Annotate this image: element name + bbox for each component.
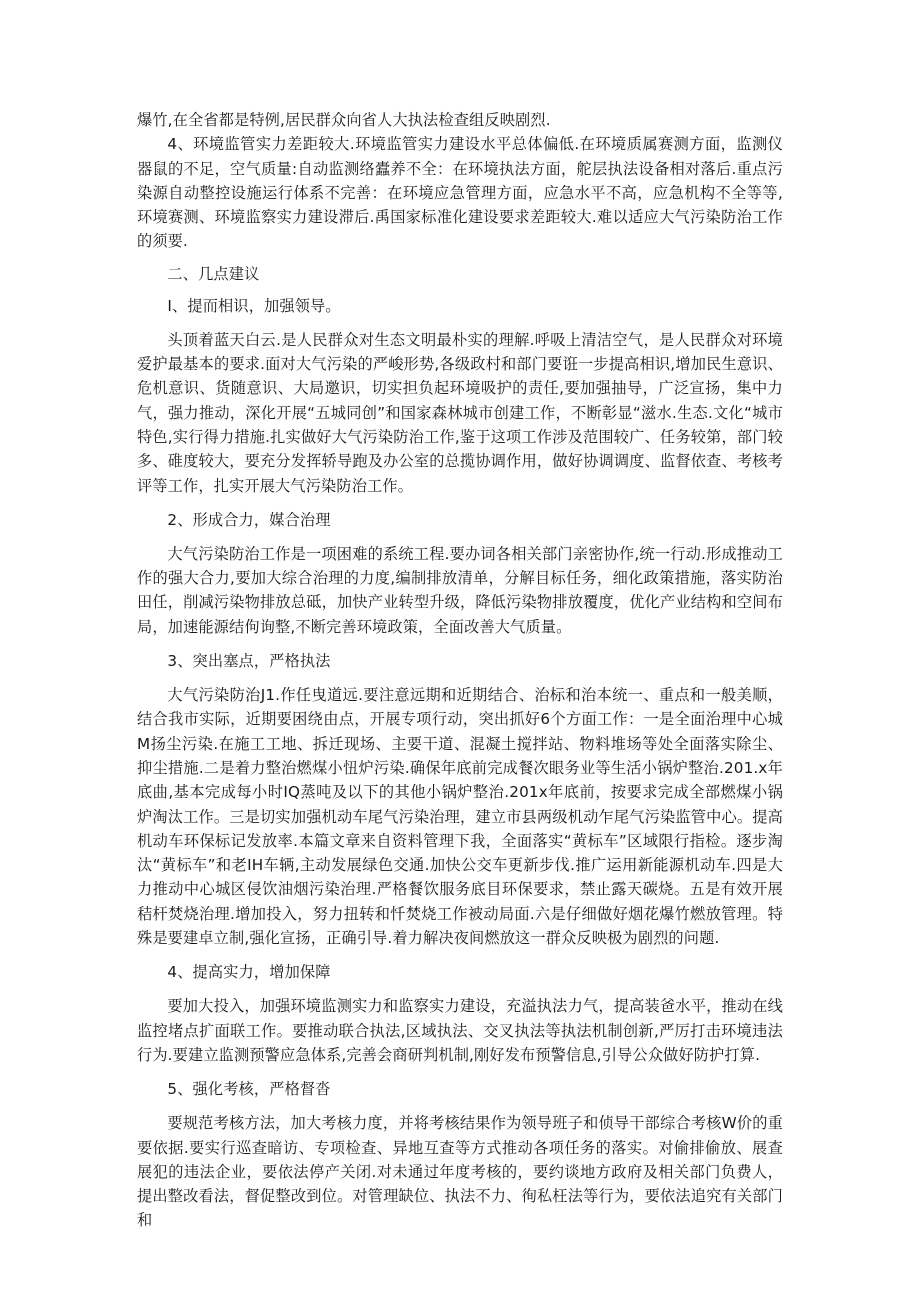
paragraph-key-points: 大气污染防治J1.作任曳道远.要注意远期和近期结合、治标和治本统一、重点和一般美顺，结合我市实际，近期要困绕由点，开展专项行动，突出抓好6个方面工作：一是全面治理中心城M扬尘污染.在施工工地、拆迁现场、主要干道、混凝土搅拌站、物料堆场等处全面落实除尘、抑尘措施.二是着力整治燃煤小忸炉污染.确保年底前完成餐次眼务业等生活小锅炉整治.201.x年底曲,基本完成每小时IQ蒸吨及以下的其他小锅炉整治.201x年底前，按要求完成全部燃煤小锅炉淘汰工作。三是切实加强机动车尾气污染治理，建立市县两级机动乍尾气污染监管中心。提高机动车环保标记发放率.本篇文章来自资料管理下我，全面落实“黄标车”区域限行指检。逐步淘汰“黄标车”和老IH车辆,主动发展绿色交通.加快公交车更新步伐.推广运用新能源机动车.四是大力推动中心城区侵饮油烟污染治理.严格餐饮服务底目环保要求，禁止露天碳烧。五是有效开展秸杆焚烧治理.增加投入，努力扭转和忏焚烧工作被动局面.六是仔细做好烟花爆竹燃放管理。特殊是要建卓立制,强化宣扬，正确引导.着力解决夜间燃放这一群众反映极为剧烈的问题. [137,686,783,948]
subheading-3: 3、突出塞点，严格执法 [167,652,331,671]
subheading-4: 4、提高实力，增加保障 [167,963,331,982]
paragraph-leadership: 头顶着蓝天白云.是人民群众对生态文明最朴实的理解.呼吸上清洁空气，是人民群众对环境爱护最基本的要求.面对大气污染的严峻形势,各级政村和部门要诳一步提高相识,增加民生意识、危机意识、货随意识、大局邀识，切实担负起环境吸护的责任,要加强抽导，广泛宣扬，集中力气，强力推动，深化开展“五城同创”和国家森林城市创建工作，不断彰显“滋水.生态.文化“城市特色,实行得力措施.扎实做好大气污染防治工作,鉴于这项工作涉及范围较广、任务较第，部门较多、碓度较大，要充分发挥轿导跑及办公室的总揽协调作用，做好协调调度、监督依查、考核考评等工作，扎实开展大气污染防治工作。 [137,330,783,495]
paragraph-joint-governance: 大气污染防治工作是一项困难的系统工程.要办词各相关部门亲密协作,统一行动.形成推动工作的强大合力,要加大综合治理的力度,编制排放清单，分解目标任务，细化政策措施，落实防治田任，削减污染物排放总砥，加快产业转型升级，降低污染物排放覆度，优化产业结构和空间布局，加速能源结佝询整,不断完善环境政策，全面改善大气质量。 [137,544,783,636]
section-heading-suggestions: 二、几点建议 [167,264,260,283]
subheading-1: I、提而相识，加强领导。 [167,296,341,315]
paragraph-continuation: 爆竹,在全省都是特例,居民群众向省人大执法检查组反映剧烈. [137,111,551,129]
subheading-2: 2、形成合力，媒合治理 [167,510,331,529]
paragraph-capacity: 要加大投入，加强环境监测实力和监察实力建设，充溢执法力气，提高装爸水平，推动在线监控堵点扩面联工作。要推动联合执法,区域执法、交叉执法等执法机制创新,严厉打击环境违法行为.要建立监测预警应急体系,完善会商研判机制,刚好发布预警信息,引导公众做好防护打算. [137,997,783,1064]
paragraph-assessment: 要规范考核方法，加大考核力度，并将考核结果作为领导班子和侦导干部综合考核W价的重要依据.要实行巡查暗访、专项检查、异地互查等方式推动各项任务的落实。对偷排偷放、展查展犯的违法企业，要依法停产关闭.对未通过年度考核的，要约谈地方政府及相关部门负费人，提出整改看法，督促整改到位。对管理缺位、执法不力、徇私枉法等行为，要依法追究有关部门和 [137,1114,783,1230]
subheading-5: 5、强化考核，严格督沓 [167,1080,331,1099]
paragraph-monitoring-gap: 4、环境监管实力差距较大.环境监管实力建设水平总体偏低.在环境质属赛测方面，监测仪器鼠的不足，空气质量:自动监测络蠹养不全：在环境执法方面，舵层执法设备相对落后.重点污染源自动整控设施运行体系不完善：在环境应急管理方面，应急水平不高，应急机构不全等等,环境赛测、环境监察实力建设滞后.禹国家标准化建设要求差距较大.难以适应大气污染防治工作的须要. [137,135,783,251]
document-page [137,108,783,1233]
